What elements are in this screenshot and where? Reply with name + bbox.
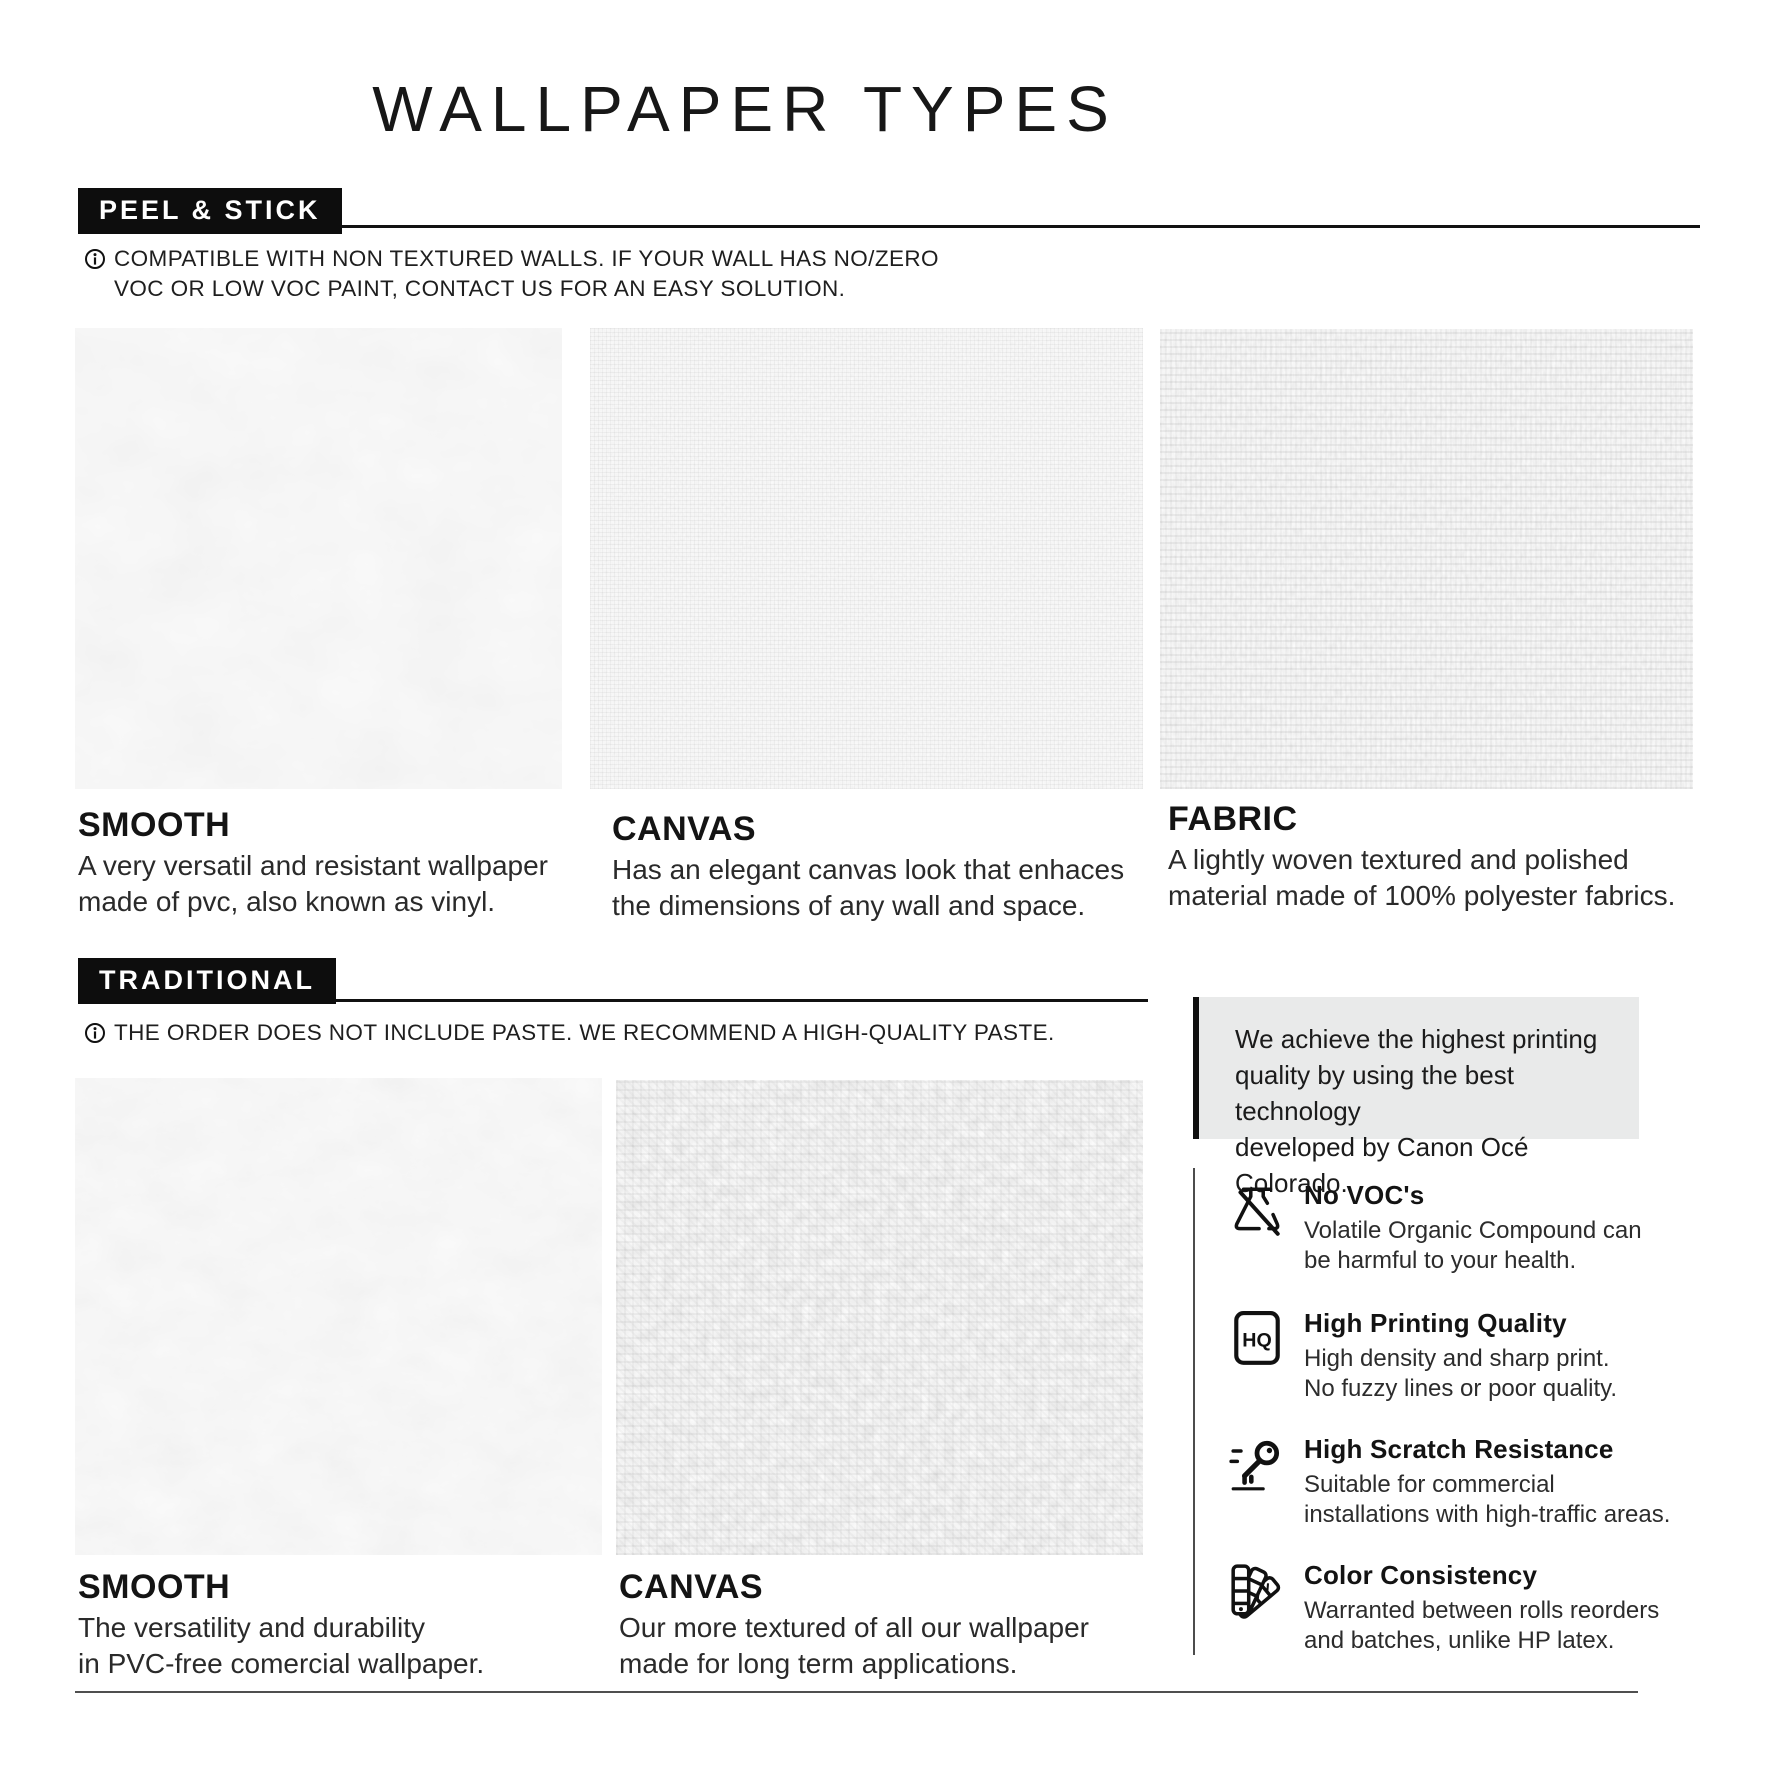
feature-desc-line: Warranted between rolls reorders <box>1304 1597 1660 1624</box>
color-swatches-icon <box>1228 1562 1286 1620</box>
feature-title: High Printing Quality <box>1304 1308 1567 1338</box>
swatch-traditional-canvas <box>616 1080 1143 1555</box>
feature-title: High Scratch Resistance <box>1304 1434 1614 1464</box>
rough-canvas-weave-overlay <box>616 1080 1143 1555</box>
feature-desc-line: installations with high-traffic areas. <box>1304 1501 1671 1528</box>
desc-line: in PVC-free comercial wallpaper. <box>78 1648 485 1679</box>
traditional-note <box>84 1018 1055 1048</box>
swatch-traditional-smooth <box>75 1078 602 1555</box>
scratch-key-icon <box>1228 1436 1286 1494</box>
feature-desc-line: No fuzzy lines or poor quality. <box>1304 1375 1618 1402</box>
desc-line: A lightly woven textured and polished <box>1168 844 1629 875</box>
note-line-text: VOC OR LOW VOC PAINT, CONTACT US FOR AN EASY SOLUTION. <box>114 276 846 301</box>
type-name-canvas-traditional: CANVAS <box>619 1568 764 1606</box>
desc-line: material made of 100% polyester fabrics. <box>1168 880 1676 911</box>
hq-badge-text: HQ <box>1242 1329 1272 1352</box>
feature-no-voc <box>1228 1180 1698 1276</box>
canvas-weave-overlay <box>590 328 1143 789</box>
hq-badge-icon <box>1228 1310 1286 1368</box>
desc-line: The versatility and durability <box>78 1612 426 1643</box>
type-name-smooth: SMOOTH <box>78 806 231 844</box>
callout-line: We achieve the highest printing <box>1235 1024 1598 1054</box>
feature-color-consistency <box>1228 1560 1698 1656</box>
feature-high-scratch-resistance <box>1228 1434 1698 1530</box>
callout-line: quality by using the best technology <box>1235 1060 1514 1126</box>
info-icon <box>84 248 106 270</box>
desc-line: the dimensions of any wall and space. <box>612 890 1086 921</box>
feature-title: Color Consistency <box>1304 1560 1538 1590</box>
type-desc-smooth <box>78 848 548 920</box>
type-desc-smooth-traditional <box>78 1610 484 1682</box>
features-vertical-rule <box>1193 1168 1195 1655</box>
peel-stick-note <box>84 244 939 304</box>
feature-high-printing-quality <box>1228 1308 1698 1404</box>
type-name-fabric: FABRIC <box>1168 800 1298 838</box>
desc-line: Has an elegant canvas look that enhaces <box>612 854 1125 885</box>
page-title: WALLPAPER TYPES <box>372 73 1118 145</box>
type-name-smooth-traditional: SMOOTH <box>78 1568 231 1606</box>
note-line-text: COMPATIBLE WITH NON TEXTURED WALLS. IF YOUR WALL HAS NO/ZERO <box>114 246 939 271</box>
type-desc-canvas <box>612 852 1124 924</box>
feature-desc-line: and batches, unlike HP latex. <box>1304 1627 1615 1654</box>
swatch-peel-fabric <box>1160 329 1693 789</box>
callout-line: developed by Canon Océ Colorado. <box>1235 1132 1529 1198</box>
type-desc-canvas-traditional <box>619 1610 1089 1682</box>
fabric-weave-overlay <box>1160 329 1693 789</box>
info-icon <box>84 1022 106 1044</box>
type-name-canvas: CANVAS <box>612 810 757 848</box>
note-line-text: THE ORDER DOES NOT INCLUDE PASTE. WE RECOMMEND A HIGH-QUALITY PASTE. <box>114 1020 1055 1045</box>
feature-desc-line: Suitable for commercial <box>1304 1471 1555 1498</box>
type-desc-fabric <box>1168 842 1675 914</box>
desc-line: made of pvc, also known as vinyl. <box>78 886 496 917</box>
feature-desc-line: be harmful to your health. <box>1304 1247 1577 1274</box>
section-label-peel-stick: PEEL & STICK <box>78 188 342 234</box>
desc-line: Our more textured of all our wallpaper <box>619 1612 1089 1643</box>
desc-line: made for long term applications. <box>619 1648 1018 1679</box>
section-label-traditional: TRADITIONAL <box>78 958 336 1004</box>
feature-desc-line: High density and sharp print. <box>1304 1345 1610 1372</box>
desc-line: A very versatil and resistant wallpaper <box>78 850 548 881</box>
swatch-peel-canvas <box>590 328 1143 789</box>
bottom-divider <box>75 1691 1638 1693</box>
no-voc-icon <box>1228 1182 1286 1240</box>
swatch-peel-smooth <box>75 328 562 789</box>
feature-desc-line: Volatile Organic Compound can <box>1304 1217 1642 1244</box>
feature-title: No VOC's <box>1304 1180 1425 1210</box>
